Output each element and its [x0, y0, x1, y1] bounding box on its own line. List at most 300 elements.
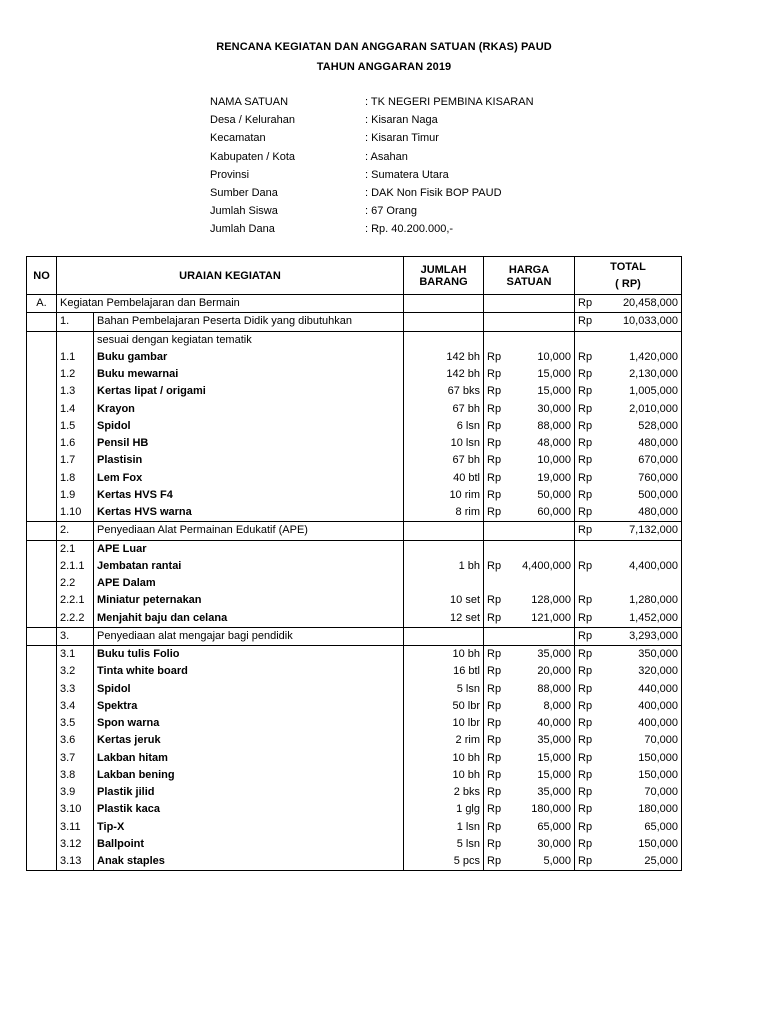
row-description: Lakban hitam [94, 750, 404, 767]
row-no [27, 470, 57, 487]
table-row [27, 558, 682, 575]
info-value: : Kisaran Naga [365, 114, 438, 127]
row-no [27, 750, 57, 767]
row-unit-price-value: 88,000 [537, 419, 571, 432]
info-value: : DAK Non Fisik BOP PAUD [365, 187, 502, 199]
row-description: Buku tulis Folio [94, 646, 404, 664]
currency-label: Rp [487, 665, 502, 678]
row-unit-price-value: 8,000 [543, 699, 571, 712]
currency-label: Rp [578, 751, 593, 764]
budget-table [26, 256, 682, 871]
table-row [27, 366, 682, 383]
row-total-value: 7,132,000 [629, 524, 678, 537]
row-total [575, 663, 682, 680]
row-unit-price [484, 698, 575, 715]
row-no: A. [27, 295, 57, 313]
row-quantity: 10 set [404, 592, 484, 609]
currency-label: Rp [487, 768, 502, 781]
row-quantity: 40 btl [404, 470, 484, 487]
row-total [575, 313, 682, 331]
row-total [575, 558, 682, 575]
row-total [575, 349, 682, 366]
row-quantity: 10 bh [404, 646, 484, 664]
row-quantity [404, 295, 484, 313]
table-row [27, 853, 682, 871]
info-value: : Asahan [365, 150, 408, 163]
row-total [575, 646, 682, 664]
row-total [575, 853, 682, 871]
row-total-value: 1,005,000 [629, 385, 678, 398]
row-total [575, 698, 682, 715]
currency-label: Rp [578, 803, 593, 816]
table-row [27, 295, 682, 313]
row-unit-price [484, 853, 575, 871]
row-description: Tinta white board [94, 663, 404, 680]
info-value: : TK NEGERI PEMBINA KISARAN [365, 96, 534, 108]
row-description: Bahan Pembelajaran Peserta Didik yang dibutuhkan [94, 313, 404, 331]
row-total-value: 1,452,000 [629, 611, 678, 624]
row-quantity: 67 bh [404, 452, 484, 469]
row-description: Plastisin [94, 452, 404, 469]
currency-label: Rp [578, 717, 593, 730]
currency-label: Rp [578, 524, 593, 537]
row-number: 1.4 [57, 401, 94, 418]
row-description: Penyediaan Alat Permainan Edukatif (APE) [94, 522, 404, 540]
row-no [27, 819, 57, 836]
row-no [27, 558, 57, 575]
row-description: Lakban bening [94, 767, 404, 784]
info-value: : 67 Orang [365, 205, 417, 218]
currency-label: Rp [487, 488, 502, 501]
row-total-value: 10,033,000 [622, 315, 678, 328]
row-total-value: 150,000 [638, 768, 678, 781]
currency-label: Rp [578, 385, 593, 398]
row-no [27, 313, 57, 331]
currency-label: Rp [578, 454, 593, 467]
row-total [575, 819, 682, 836]
row-no [27, 853, 57, 871]
row-quantity: 6 lsn [404, 418, 484, 435]
table-row [27, 784, 682, 801]
row-total [575, 383, 682, 400]
row-quantity: 8 rim [404, 504, 484, 522]
row-quantity: 5 lsn [404, 836, 484, 853]
info-label: Provinsi [210, 168, 250, 181]
row-unit-price [484, 418, 575, 435]
row-number: 2.1 [57, 540, 94, 558]
row-quantity: 142 bh [404, 366, 484, 383]
currency-label: Rp [578, 437, 593, 450]
row-total [575, 540, 682, 558]
row-quantity: 50 lbr [404, 698, 484, 715]
currency-label: Rp [578, 665, 593, 678]
currency-label: Rp [487, 368, 502, 381]
row-total-value: 440,000 [638, 682, 678, 695]
row-total [575, 435, 682, 452]
info-label: Jumlah Dana [210, 223, 275, 236]
row-unit-price [484, 663, 575, 680]
row-number: 3.7 [57, 750, 94, 767]
row-quantity: 67 bks [404, 383, 484, 400]
row-unit-price-value: 5,000 [543, 855, 571, 868]
currency-label: Rp [578, 699, 593, 712]
row-quantity [404, 522, 484, 540]
row-total-value: 350,000 [638, 648, 678, 661]
row-description: Penyediaan alat mengajar bagi pendidik [94, 627, 404, 645]
currency-label: Rp [487, 682, 502, 695]
row-unit-price-value: 4,400,000 [522, 559, 571, 572]
row-no [27, 401, 57, 418]
currency-label: Rp [487, 820, 502, 833]
table-body [27, 295, 682, 871]
table-row [27, 452, 682, 469]
table-row [27, 487, 682, 504]
table-row [27, 313, 682, 331]
row-quantity [404, 627, 484, 645]
row-quantity: 10 bh [404, 767, 484, 784]
row-unit-price-value: 30,000 [537, 837, 571, 850]
currency-label: Rp [578, 682, 593, 695]
row-number: 3.12 [57, 836, 94, 853]
row-total-value: 3,293,000 [629, 629, 678, 642]
currency-label: Rp [578, 855, 593, 868]
row-unit-price [484, 470, 575, 487]
currency-label: Rp [578, 629, 593, 642]
row-no [27, 646, 57, 664]
row-number: 1.8 [57, 470, 94, 487]
document-subtitle: TAHUN ANGGARAN 2019 [316, 61, 452, 73]
row-description: Miniatur peternakan [94, 592, 404, 609]
row-unit-price-value: 128,000 [531, 594, 571, 607]
row-total-value: 20,458,000 [622, 297, 678, 310]
currency-label: Rp [578, 648, 593, 661]
row-unit-price-value: 15,000 [537, 751, 571, 764]
info-value: : Kisaran Timur [365, 132, 439, 145]
row-unit-price [484, 627, 575, 645]
row-description: Kertas lipat / origami [94, 383, 404, 400]
row-unit-price [484, 366, 575, 383]
row-no [27, 540, 57, 558]
row-description: Kertas HVS F4 [94, 487, 404, 504]
currency-label: Rp [487, 751, 502, 764]
row-description: Spektra [94, 698, 404, 715]
row-description: Menjahit baju dan celana [94, 610, 404, 628]
info-label: Sumber Dana [210, 187, 278, 199]
row-number: 2.2 [57, 575, 94, 592]
row-no [27, 663, 57, 680]
row-quantity [404, 540, 484, 558]
row-no [27, 487, 57, 504]
row-unit-price [484, 836, 575, 853]
row-description: Pensil HB [94, 435, 404, 452]
row-unit-price-value: 60,000 [537, 506, 571, 519]
table-row [27, 540, 682, 558]
table-row [27, 504, 682, 522]
currency-label: Rp [487, 471, 502, 484]
header-harga-line2: SATUAN [506, 275, 552, 288]
table-row [27, 750, 682, 767]
row-unit-price [484, 715, 575, 732]
row-description: Plastik jilid [94, 784, 404, 801]
row-number: 3.2 [57, 663, 94, 680]
row-no [27, 627, 57, 645]
row-unit-price-value: 35,000 [537, 648, 571, 661]
table-row [27, 331, 682, 349]
row-description: Ballpoint [94, 836, 404, 853]
row-number: 1.9 [57, 487, 94, 504]
row-description: Kertas jeruk [94, 732, 404, 749]
table-row [27, 698, 682, 715]
row-unit-price [484, 681, 575, 698]
row-unit-price-value: 15,000 [537, 768, 571, 781]
row-no [27, 732, 57, 749]
header-uraian: URAIAN KEGIATAN [57, 257, 404, 295]
row-description: Buku gambar [94, 349, 404, 366]
currency-label: Rp [487, 385, 502, 398]
row-quantity: 12 set [404, 610, 484, 628]
row-unit-price [484, 435, 575, 452]
header-jumlah-line2: BARANG [419, 275, 468, 288]
row-no [27, 522, 57, 540]
currency-label: Rp [578, 837, 593, 850]
table-row [27, 767, 682, 784]
row-unit-price-value: 10,000 [537, 454, 571, 467]
table-row [27, 522, 682, 540]
row-quantity: 2 rim [404, 732, 484, 749]
row-number: 3.9 [57, 784, 94, 801]
table-row [27, 663, 682, 680]
row-total [575, 504, 682, 522]
header-total-line1: TOTAL [610, 261, 646, 273]
row-number: 1.2 [57, 366, 94, 383]
table-row [27, 418, 682, 435]
currency-label: Rp [487, 402, 502, 415]
row-unit-price [484, 295, 575, 313]
header-harga [484, 257, 575, 295]
row-unit-price [484, 732, 575, 749]
row-no [27, 681, 57, 698]
row-unit-price [484, 575, 575, 592]
info-label: Kecamatan [210, 132, 266, 145]
currency-label: Rp [487, 559, 502, 572]
row-total [575, 487, 682, 504]
row-total-value: 70,000 [644, 786, 678, 799]
currency-label: Rp [578, 315, 593, 328]
row-no [27, 715, 57, 732]
row-description: Kegiatan Pembelajaran dan Bermain [57, 295, 404, 313]
row-number [57, 331, 94, 349]
currency-label: Rp [578, 594, 593, 607]
row-total [575, 767, 682, 784]
row-unit-price [484, 313, 575, 331]
row-unit-price [484, 487, 575, 504]
row-description: APE Dalam [94, 575, 404, 592]
row-number: 3.10 [57, 801, 94, 818]
row-unit-price-value: 20,000 [537, 665, 571, 678]
row-total [575, 801, 682, 818]
row-unit-price-value: 19,000 [537, 471, 571, 484]
row-total-value: 320,000 [638, 665, 678, 678]
row-unit-price [484, 750, 575, 767]
row-number: 1.5 [57, 418, 94, 435]
row-description: Spon warna [94, 715, 404, 732]
header-jumlah-line1: JUMLAH [420, 263, 467, 276]
currency-label: Rp [578, 297, 593, 310]
row-total-value: 760,000 [638, 471, 678, 484]
row-number: 2.2.1 [57, 592, 94, 609]
row-unit-price-value: 50,000 [537, 488, 571, 501]
document-title: RENCANA KEGIATAN DAN ANGGARAN SATUAN (RKAS) PAUD [216, 41, 552, 53]
row-no [27, 452, 57, 469]
row-unit-price-value: 15,000 [537, 368, 571, 381]
row-unit-price-value: 35,000 [537, 786, 571, 799]
table-row [27, 575, 682, 592]
table-row [27, 610, 682, 628]
row-unit-price [484, 801, 575, 818]
row-total [575, 592, 682, 609]
header-jumlah [404, 257, 484, 295]
table-row [27, 401, 682, 418]
row-number: 3.4 [57, 698, 94, 715]
currency-label: Rp [487, 350, 502, 363]
currency-label: Rp [578, 350, 593, 363]
row-no [27, 784, 57, 801]
row-unit-price-value: 48,000 [537, 437, 571, 450]
row-total [575, 836, 682, 853]
info-label: Kabupaten / Kota [210, 150, 296, 163]
table-row [27, 819, 682, 836]
table-row [27, 681, 682, 698]
row-quantity: 2 bks [404, 784, 484, 801]
row-total [575, 331, 682, 349]
table-row [27, 349, 682, 366]
header-no: NO [27, 257, 57, 295]
table-row [27, 715, 682, 732]
row-description: Tip-X [94, 819, 404, 836]
row-number: 1.3 [57, 383, 94, 400]
currency-label: Rp [487, 454, 502, 467]
row-quantity: 5 pcs [404, 853, 484, 871]
row-unit-price-value: 88,000 [537, 682, 571, 695]
row-quantity: 1 bh [404, 558, 484, 575]
currency-label: Rp [578, 402, 593, 415]
row-unit-price [484, 349, 575, 366]
row-number: 3.8 [57, 767, 94, 784]
currency-label: Rp [487, 437, 502, 450]
currency-label: Rp [578, 488, 593, 501]
row-unit-price-value: 35,000 [537, 734, 571, 747]
row-no [27, 610, 57, 628]
row-description: Jembatan rantai [94, 558, 404, 575]
row-number: 2.1.1 [57, 558, 94, 575]
row-number: 3.11 [57, 819, 94, 836]
row-total [575, 627, 682, 645]
currency-label: Rp [578, 786, 593, 799]
currency-label: Rp [487, 699, 502, 712]
row-unit-price [484, 331, 575, 349]
header-harga-line1: HARGA [508, 263, 550, 276]
row-no [27, 836, 57, 853]
row-total-value: 65,000 [644, 820, 678, 833]
row-no [27, 698, 57, 715]
row-no [27, 801, 57, 818]
header-total-line2: ( RP) [615, 278, 641, 290]
currency-label: Rp [487, 786, 502, 799]
row-total-value: 150,000 [638, 837, 678, 850]
row-unit-price-value: 121,000 [531, 611, 571, 624]
row-unit-price-value: 180,000 [531, 803, 571, 816]
row-quantity: 142 bh [404, 349, 484, 366]
row-number: 3.13 [57, 853, 94, 871]
row-total-value: 500,000 [638, 488, 678, 501]
row-number: 3.6 [57, 732, 94, 749]
row-unit-price [484, 610, 575, 628]
row-no [27, 767, 57, 784]
row-unit-price [484, 540, 575, 558]
table-row [27, 732, 682, 749]
currency-label: Rp [578, 506, 593, 519]
row-description: Krayon [94, 401, 404, 418]
row-quantity [404, 313, 484, 331]
row-no [27, 418, 57, 435]
currency-label: Rp [487, 419, 502, 432]
row-quantity: 10 lbr [404, 715, 484, 732]
row-unit-price [484, 558, 575, 575]
row-number: 3.5 [57, 715, 94, 732]
row-total-value: 1,280,000 [629, 594, 678, 607]
row-total [575, 522, 682, 540]
row-total [575, 610, 682, 628]
row-total [575, 366, 682, 383]
row-unit-price [484, 646, 575, 664]
row-number: 3. [57, 627, 94, 645]
row-no [27, 575, 57, 592]
row-number: 1.7 [57, 452, 94, 469]
row-no [27, 349, 57, 366]
currency-label: Rp [487, 855, 502, 868]
row-total [575, 401, 682, 418]
row-no [27, 383, 57, 400]
row-description: APE Luar [94, 540, 404, 558]
row-total-value: 25,000 [644, 855, 678, 868]
row-quantity: 1 lsn [404, 819, 484, 836]
row-total-value: 2,010,000 [629, 402, 678, 415]
row-total [575, 681, 682, 698]
row-unit-price-value: 30,000 [537, 402, 571, 415]
currency-label: Rp [487, 648, 502, 661]
currency-label: Rp [487, 594, 502, 607]
row-quantity: 67 bh [404, 401, 484, 418]
row-unit-price [484, 504, 575, 522]
row-total [575, 750, 682, 767]
row-total-value: 4,400,000 [629, 559, 678, 572]
row-no [27, 435, 57, 452]
currency-label: Rp [487, 717, 502, 730]
row-unit-price [484, 522, 575, 540]
row-total [575, 784, 682, 801]
table-row [27, 646, 682, 664]
row-total-value: 528,000 [638, 419, 678, 432]
info-value: : Sumatera Utara [365, 168, 449, 181]
row-total-value: 180,000 [638, 803, 678, 816]
currency-label: Rp [487, 611, 502, 624]
row-quantity: 10 rim [404, 487, 484, 504]
row-total [575, 452, 682, 469]
row-unit-price [484, 819, 575, 836]
row-total-value: 480,000 [638, 437, 678, 450]
currency-label: Rp [578, 611, 593, 624]
row-number: 3.3 [57, 681, 94, 698]
